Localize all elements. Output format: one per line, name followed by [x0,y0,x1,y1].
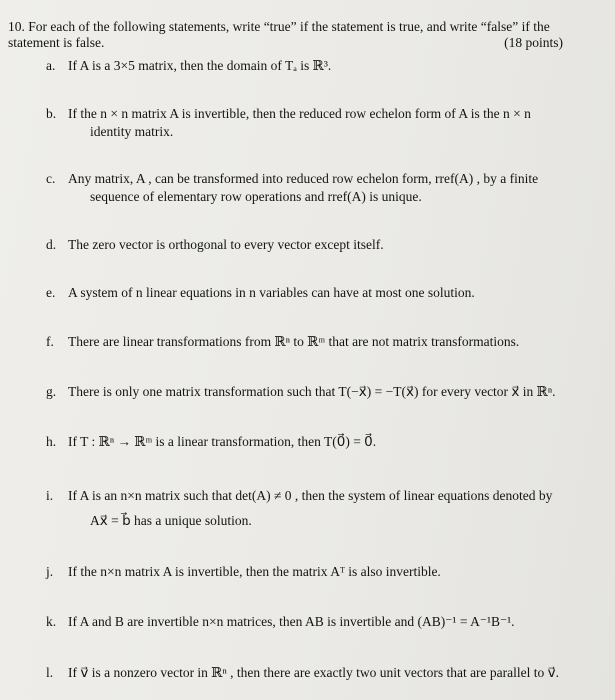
statement-text: There is only one matrix transformation such that T(−x⃗) = −T(x⃗) for every vector x⃗ in ℝⁿ. [68,384,556,399]
statement-c-continued: sequence of elementary row operations and rref(A) is unique. [90,189,422,204]
statement-text: If T : ℝⁿ → ℝᵐ is a linear transformation, then T(0⃗) = 0⃗. [68,434,377,449]
statement-text: If A and B are invertible n×n matrices, then AB is invertible and (AB)⁻¹ = A⁻¹B⁻¹. [68,614,515,629]
statement-d [46,237,384,253]
statement-label: b. [46,106,57,121]
statement-e [46,285,475,301]
statement-text: The zero vector is orthogonal to every vector except itself. [68,237,384,252]
statement-label: j. [46,564,54,579]
statement-label: c. [46,171,56,186]
statement-label: h. [46,434,57,449]
statement-text: If v⃗ is a nonzero vector in ℝⁿ , then there are exactly two unit vectors that are parallel to v⃗. [68,665,560,680]
statement-label: i. [46,488,54,503]
statement-label: e. [46,285,56,300]
statement-l [46,665,559,681]
statement-text: If the n×n matrix A is invertible, then the matrix Aᵀ is also invertible. [68,564,441,579]
statement-label: a. [46,58,56,73]
statement-a [46,58,331,74]
question-header-continued: statement is false. [8,35,105,50]
statement-h [46,434,376,450]
statement-text: A system of n linear equations in n variables can have at most one solution. [68,285,475,300]
statement-b [46,106,531,122]
statement-j [46,564,441,580]
statement-label: l. [46,665,54,680]
statement-g [46,384,556,400]
statement-text: Any matrix, A , can be transformed into reduced row echelon form, rref(A) , by a finite [68,171,539,186]
question-points: (18 points) [504,35,563,50]
statement-text: If the n × n matrix A is invertible, then the reduced row echelon form of A is the n × n [68,106,531,121]
statement-text: There are linear transformations from ℝⁿ to ℝᵐ that are not matrix transformations. [68,334,520,349]
statement-label: k. [46,614,57,629]
statement-text: If A is a 3×5 matrix, then the domain of Tₐ is ℝ³. [68,58,332,73]
statement-label: g. [46,384,57,399]
statement-f [46,334,519,350]
statement-label: f. [46,334,54,349]
statement-label: d. [46,237,57,252]
statement-b-continued: identity matrix. [90,124,174,139]
statement-text: If A is an n×n matrix such that det(A) ≠ 0 , then the system of linear equations denoted by [68,488,553,503]
question-header: 10. For each of the following statements, write “true” if the statement is true, and write “false” if the [8,19,550,34]
statement-i-continued: Ax⃗ = b⃗ has a unique solution. [90,513,252,528]
statement-c [46,171,538,187]
statement-k [46,614,515,630]
statement-i [46,488,552,504]
